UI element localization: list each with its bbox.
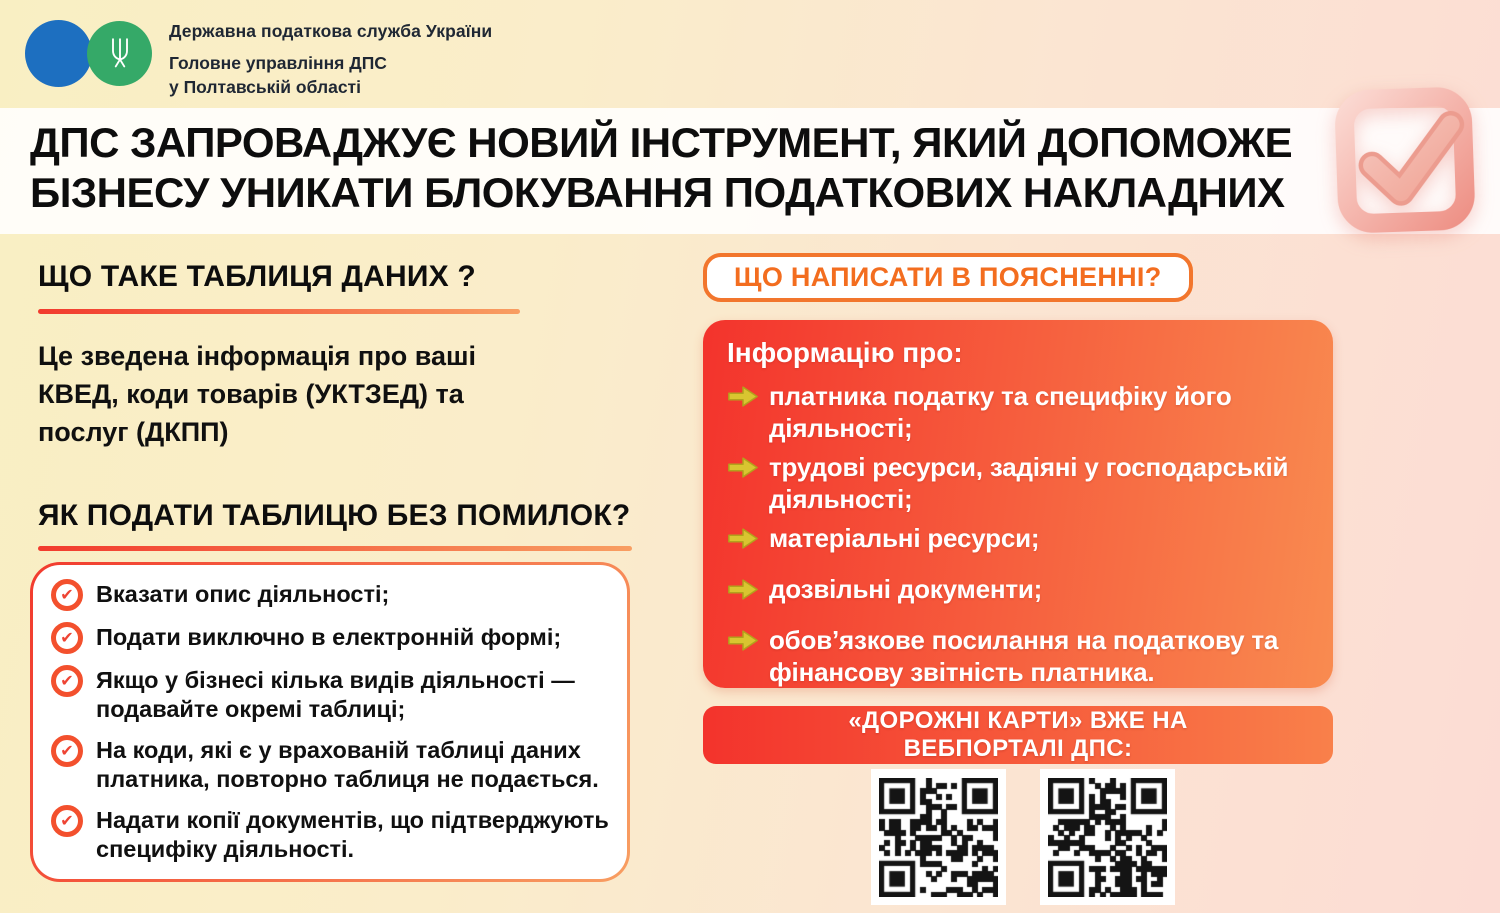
- info-item-text: обов’язкове посилання на податкову та фінансову звітність платника.: [769, 625, 1279, 687]
- page-title: [30, 118, 1350, 218]
- info-item-text: трудові ресурси, задіяні у господарській діяльності;: [769, 452, 1289, 514]
- check-circle-icon: ✔: [51, 622, 83, 654]
- org-line2: Головне управління ДПС: [169, 53, 387, 73]
- arrow-right-icon: [727, 577, 759, 609]
- check-circle-icon: ✔: [51, 805, 83, 837]
- check-circle-icon: ✔: [51, 665, 83, 697]
- checklist-item-text: На коди, які є у врахованій таблиці даних платника, повторно таблиця не подається.: [96, 737, 599, 792]
- org-name: Державна податкова служба України: [169, 21, 493, 41]
- checklist-item: [51, 806, 613, 864]
- header: [25, 18, 492, 99]
- arrow-right-icon: [727, 526, 759, 558]
- org-line3: у Полтавській області: [169, 77, 361, 97]
- qr-code-canvas: [879, 778, 998, 897]
- info-list-item: [727, 380, 1313, 444]
- checklist-card-inner: [33, 565, 627, 879]
- trident-glyph: [106, 36, 134, 72]
- info-item-text: дозвільні документи;: [769, 574, 1043, 604]
- checkbox-checkmark-icon: [1323, 79, 1489, 246]
- checklist-item: [51, 736, 613, 794]
- org-text: [169, 18, 492, 99]
- tryzub-icon: [87, 21, 152, 86]
- info-list: [727, 380, 1313, 688]
- info-item-text: платника податку та специфіку його діяльності;: [769, 381, 1232, 443]
- section-heading-how-to-submit: ЯК ПОДАТИ ТАБЛИЦЮ БЕЗ ПОМИЛОК?: [38, 499, 631, 532]
- explanation-info-box: [703, 320, 1333, 688]
- checklist-item-text: Вказати опис діяльності;: [96, 581, 390, 607]
- bottom-strip: [0, 913, 1500, 920]
- check-circle-icon: ✔: [51, 579, 83, 611]
- checklist-item: [51, 623, 613, 654]
- explanation-pill-heading: ЩО НАПИСАТИ В ПОЯСНЕННІ?: [703, 253, 1193, 302]
- checklist-item-text: Подати виключно в електронній формі;: [96, 624, 562, 650]
- info-list-item: [727, 624, 1313, 688]
- org-department: [169, 51, 492, 99]
- checklist: [51, 580, 613, 864]
- info-item-text: матеріальні ресурси;: [769, 523, 1040, 553]
- roadmaps-banner: [703, 706, 1333, 764]
- blue-circle-icon: [25, 20, 92, 87]
- checklist-item-text: Надати копії документів, що підтверджують специфіку діяльності.: [96, 807, 609, 862]
- checklist-card: [30, 562, 630, 882]
- checklist-item: [51, 580, 613, 611]
- banner-line1: «ДОРОЖНІ КАРТИ» ВЖЕ НА: [848, 707, 1188, 734]
- qr-code-left[interactable]: [871, 769, 1006, 905]
- checklist-item: [51, 666, 613, 724]
- heading-underline: [38, 309, 520, 314]
- data-table-description: Це зведена інформація про ваші КВЕД, коди товарів (УКТЗЕД) та послуг (ДКПП): [38, 341, 476, 447]
- arrow-right-icon: [727, 384, 759, 416]
- info-list-item: [727, 522, 1313, 558]
- info-list-item: [727, 451, 1313, 515]
- checklist-item-text: Якщо у бізнесі кілька видів діяльності — подавайте окремі таблиці;: [96, 667, 575, 722]
- info-box-heading: Інформацію про:: [727, 337, 963, 368]
- arrow-right-icon: [727, 455, 759, 487]
- qr-code-canvas: [1048, 778, 1167, 897]
- banner-line2: ВЕБПОРТАЛІ ДПС:: [903, 735, 1133, 762]
- info-list-item: [727, 573, 1313, 609]
- title-line2: БІЗНЕСУ УНИКАТИ БЛОКУВАННЯ ПОДАТКОВИХ НАКЛАДНИХ: [30, 169, 1285, 216]
- title-line1: ДПС ЗАПРОВАДЖУЄ НОВИЙ ІНСТРУМЕНТ, ЯКИЙ ДОПОМОЖЕ: [30, 119, 1293, 166]
- section-heading-data-table: ЩО ТАКЕ ТАБЛИЦЯ ДАНИХ ?: [38, 260, 476, 293]
- arrow-right-icon: [727, 628, 759, 660]
- dps-logo: [25, 18, 155, 88]
- heading-underline: [38, 546, 632, 551]
- check-circle-icon: ✔: [51, 735, 83, 767]
- qr-code-right[interactable]: [1040, 769, 1175, 905]
